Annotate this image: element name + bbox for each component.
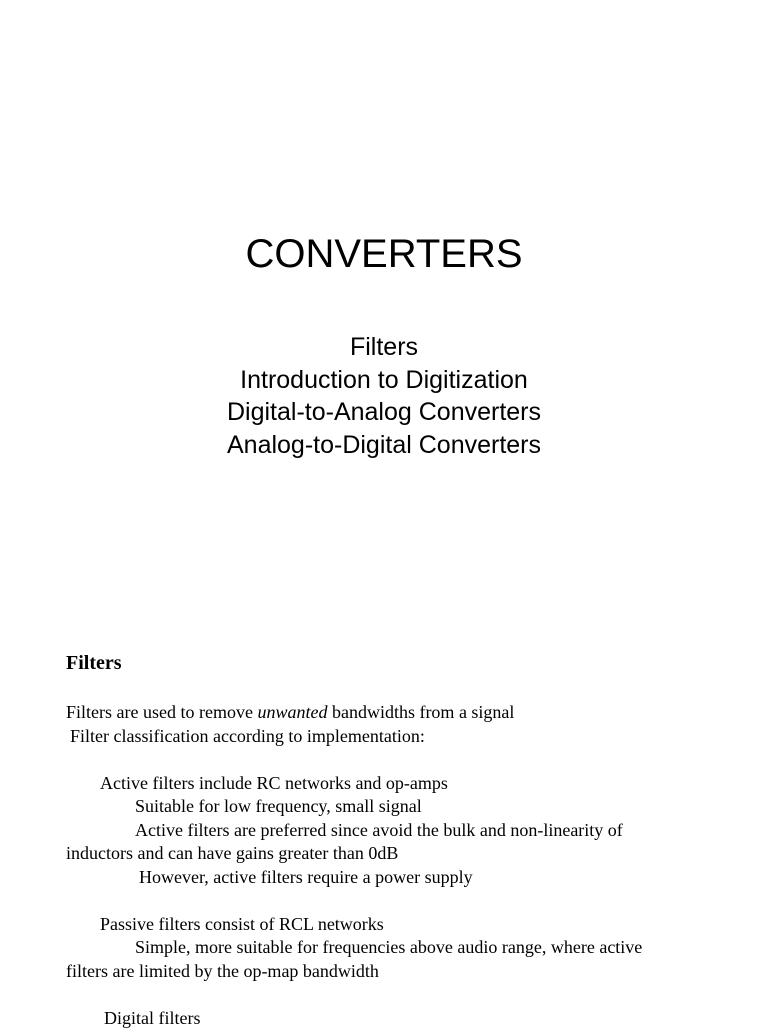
passive-filters-point-1: Simple, more suitable for frequencies above audio range, where active [66, 936, 706, 960]
section-heading: Filters [66, 648, 706, 678]
topic-digital-to-analog-converters: Digital-to-Analog Converters [0, 396, 768, 429]
active-filters-point-1: Suitable for low frequency, small signal [66, 795, 706, 819]
active-filters-point-3: However, active filters require a power supply [66, 866, 706, 890]
spacer [66, 889, 706, 913]
filters-section [66, 648, 706, 1030]
page-title: CONVERTERS [0, 230, 768, 278]
topic-filters: Filters [0, 331, 768, 364]
spacer [66, 748, 706, 772]
passive-filters-point-1-continued: filters are limited by the op-map bandwidth [66, 960, 706, 984]
intro-line: Filters are used to remove unwanted bandwidths from a signal [66, 701, 706, 725]
topic-analog-to-digital-converters: Analog-to-Digital Converters [0, 429, 768, 462]
active-filters-point-2-continued: inductors and can have gains greater than 0dB [66, 842, 706, 866]
spacer [66, 983, 706, 1007]
classification-line: Filter classification according to implementation: [66, 725, 706, 749]
active-filters-point-2: Active filters are preferred since avoid the bulk and non-linearity of [66, 819, 706, 843]
passive-filters-heading: Passive filters consist of RCL networks [66, 913, 706, 937]
active-filters-heading: Active filters include RC networks and op-amps [66, 772, 706, 796]
topic-introduction-to-digitization: Introduction to Digitization [0, 364, 768, 397]
unwanted-emphasis: unwanted [257, 702, 327, 722]
topics-list [0, 331, 768, 461]
digital-filters-heading: Digital filters [66, 1007, 706, 1030]
